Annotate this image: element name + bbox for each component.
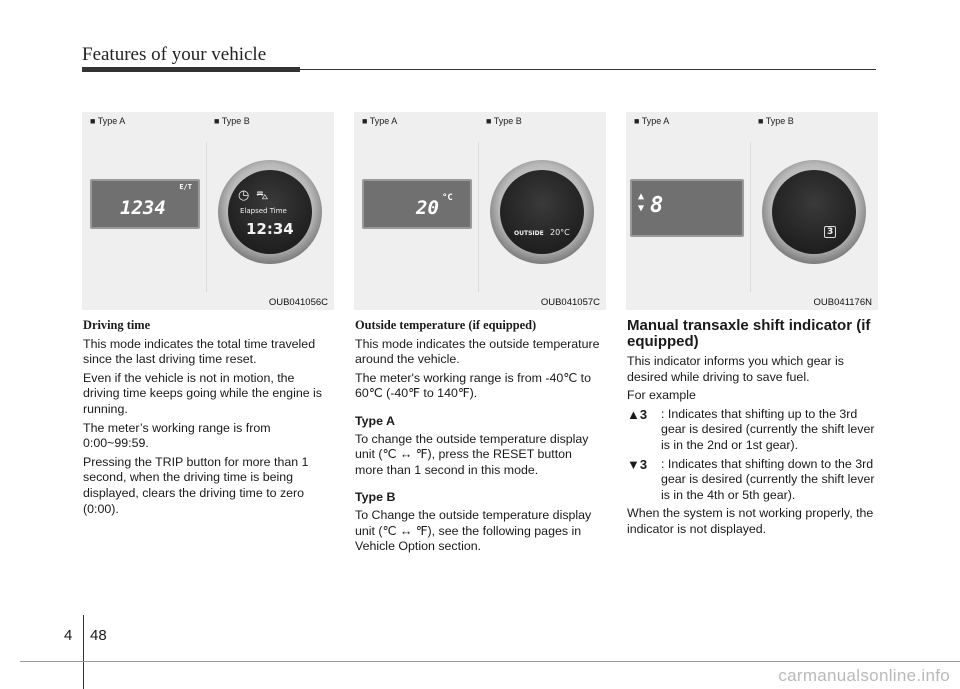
driving-time-paragraph: Even if the vehicle is not in motion, the driving time keeps going while the engine is running.: [83, 370, 323, 416]
footer-divider-horizontal: [20, 661, 960, 662]
figure-type-b-label: ■ Type B: [214, 116, 250, 126]
driving-time-paragraph: Pressing the TRIP button for more than 1 second, when the driving time is being displayed, clears the driving time to zero (0:00).: [83, 454, 309, 516]
gauge-value: 12:34: [246, 220, 294, 238]
shift-down-text: : Indicates that shifting down to the 3rd gear is desired (currently the shift lever is in the 4th or 5th gear).: [661, 457, 875, 502]
header-rule-thin: [300, 69, 876, 70]
header-rule-thick: [82, 67, 300, 72]
shift-indicator-footer: When the system is not working properly, the indicator is not displayed.: [627, 506, 874, 536]
figure-driving-time: [82, 112, 334, 310]
figure-divider: [478, 142, 479, 292]
outside-temperature-heading: Outside temperature (if equipped): [355, 318, 537, 332]
car-icon: ⛍: [256, 188, 269, 202]
type-a-heading: Type A: [355, 413, 395, 428]
page-chapter: 4: [64, 627, 73, 644]
outside-temperature-paragraph: The meter's working range is from -40℃ to 60℃ (-40℉ to 140℉).: [355, 370, 591, 401]
shift-up-icon: ▲3: [627, 406, 648, 422]
gauge-face: [500, 170, 584, 254]
watermark: carmanualsonline.info: [778, 666, 950, 685]
lcd-value: 1234: [120, 197, 166, 219]
lcd-display: [362, 179, 472, 229]
gauge-cluster: [490, 160, 594, 264]
figure-outside-temperature: [354, 112, 606, 310]
lcd-display: [90, 179, 200, 229]
gauge-cluster: [218, 160, 322, 264]
figure-shift-indicator: [626, 112, 878, 310]
figure-code: OUB041176N: [813, 297, 872, 308]
lcd-value: 8: [650, 193, 664, 218]
gauge-caption: Elapsed Time: [240, 207, 287, 215]
figure-divider: [206, 142, 207, 292]
lcd-value: 20: [416, 197, 439, 219]
shift-indicator-intro: This indicator informs you which gear is desired while driving to save fuel.: [627, 354, 844, 384]
lcd-unit: °C: [442, 193, 453, 203]
figure-divider: [750, 142, 751, 292]
driving-time-paragraph: This mode indicates the total time traveled since the last driving time reset.: [83, 336, 316, 367]
shift-down-icon: ▼3: [627, 456, 648, 472]
shift-down-item: [627, 457, 875, 504]
type-b-heading: Type B: [355, 490, 396, 505]
page-number: 48: [90, 627, 107, 644]
type-b-text: To Change the outside temperature display unit (℃ ↔ ℉), see the following pages in Vehicle Option section.: [355, 507, 592, 554]
figure-type-b-label: ■ Type B: [486, 116, 522, 126]
lcd-display: [630, 179, 744, 237]
driving-time-heading: Driving time: [83, 318, 151, 332]
gauge-value: 3: [824, 226, 836, 238]
section-driving-time: [83, 318, 331, 520]
shift-up-text: : Indicates that shifting up to the 3rd gear is desired (currently the shift lever is in the 2nd or 1st gear).: [661, 407, 875, 452]
shift-up-item: [627, 407, 875, 454]
figure-type-a-label: ■ Type A: [90, 116, 126, 126]
figure-type-b-label: ■ Type B: [758, 116, 794, 126]
figure-type-a-label: ■ Type A: [634, 116, 670, 126]
page-header-title: Features of your vehicle: [82, 44, 267, 65]
figure-code: OUB041057C: [540, 297, 600, 308]
figure-type-a-label: ■ Type A: [362, 116, 398, 126]
shift-up-down-icon: ▲ ▼: [638, 191, 645, 214]
gauge-face: [228, 170, 312, 254]
driving-time-paragraph: The meter’s working range is from 0:00~99:59.: [83, 420, 271, 451]
section-shift-indicator: [627, 318, 875, 541]
gauge-face: [772, 170, 856, 254]
gauge-cluster: [762, 160, 866, 264]
gauge-value: 20°C: [550, 228, 570, 237]
shift-indicator-heading: Manual transaxle shift indicator (if equipped): [627, 317, 871, 350]
type-a-text: To change the outside temperature display unit (℃ ↔ ℉), press the RESET button more than 1 second in this mode.: [355, 431, 589, 477]
lcd-mode-label: E/T: [179, 183, 192, 191]
outside-temperature-paragraph: This mode indicates the outside temperature around the vehicle.: [355, 336, 600, 367]
footer-divider-vertical: [83, 615, 84, 689]
section-outside-temperature: [355, 318, 603, 558]
figure-code: OUB041056C: [268, 297, 328, 308]
gauge-caption: OUTSIDE: [514, 230, 544, 237]
clock-icon: ◷: [238, 188, 250, 203]
shift-indicator-example-label: For example: [627, 388, 696, 403]
